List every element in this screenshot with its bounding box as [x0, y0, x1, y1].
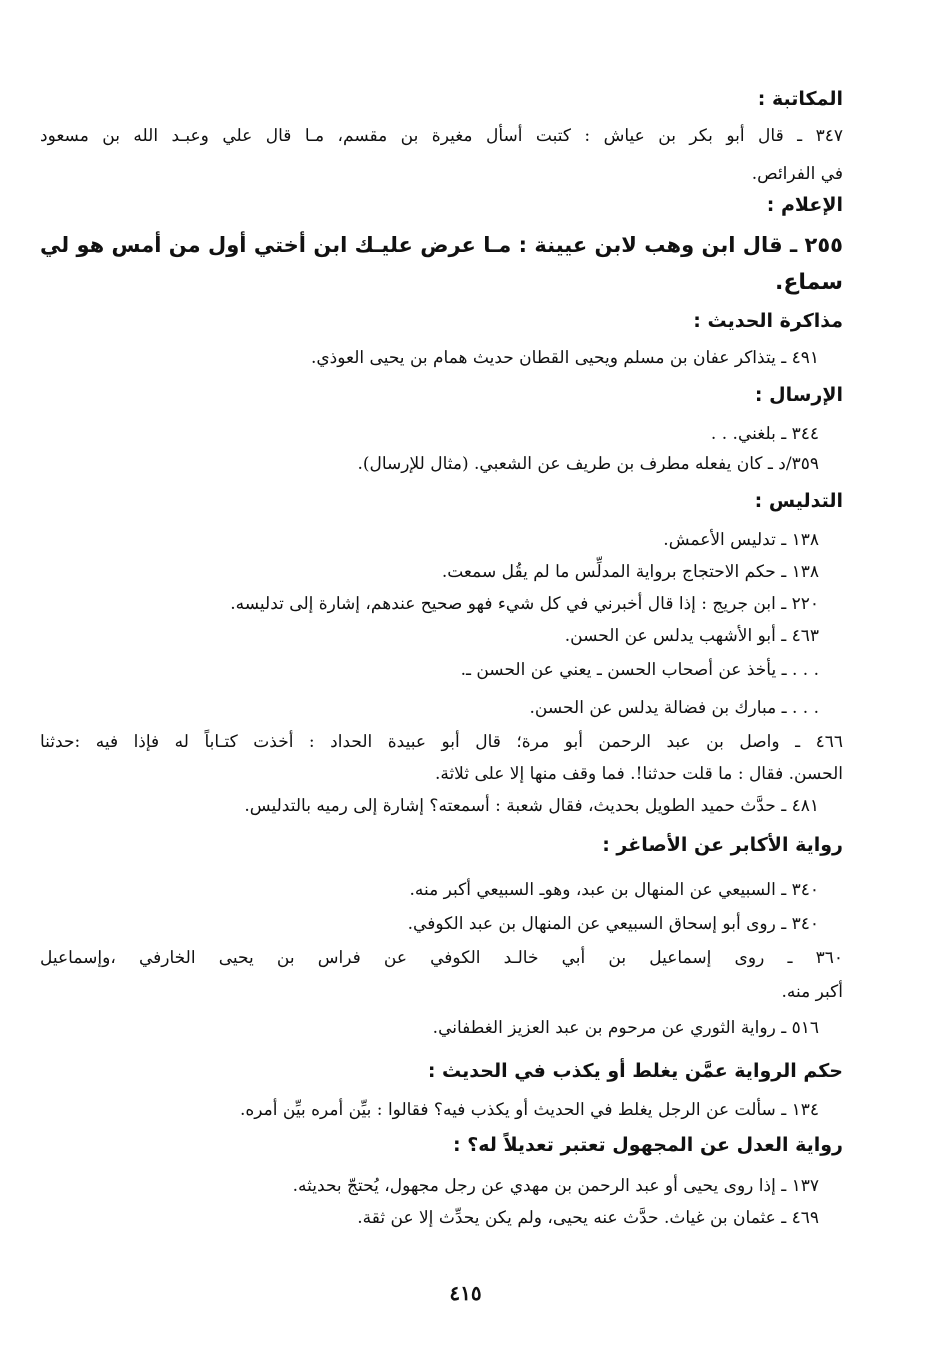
entry-line: ٤٩١ ـ يتذاكر عفان بن مسلم ويحيى القطان حديث همام بن يحيى العوذي. — [310, 348, 819, 368]
entry-line: ٢٢٠ ـ ابن جريج : إذا قال أخبرني في كل شيء فهو صحيح عندهم، إشارة إلى تدليسه. — [230, 594, 819, 614]
page-number: ٤١٥ — [449, 1281, 482, 1305]
heading-ilam: الإعلام : — [766, 194, 843, 216]
entry-line: ٤٨١ ـ حدَّث حميد الطويل بحديث، فقال شعبة : أسمعته؟ إشارة إلى رميه بالتدليس. — [244, 796, 819, 816]
entry-line: ٤٦٣ ـ أبو الأشهب يدلس عن الحسن. — [564, 626, 819, 646]
heading-mukataba: المكاتبة : — [757, 88, 843, 110]
entry-line: في الفرائص. — [751, 164, 843, 184]
entry-line: ١٣٤ ـ سألت عن الرجل يغلط في الحديث أو يكذب فيه؟ فقالوا : بيِّن أمره بيِّن أمره. — [239, 1100, 819, 1120]
entry-line: ٣٤٠ ـ السبيعي عن المنهال بن عبد، وهوـ السبيعي أكبر منه. — [409, 880, 819, 900]
entry-line: ١٣٧ ـ إذا روى يحيى أو عبد الرحمن بن مهدي عن رجل مجهول، يُحتجّ بحديثه. — [292, 1176, 819, 1196]
heading-mudhakara: مذاكرة الحديث : — [693, 310, 843, 332]
entry-line: ٤٦٦ ـ واصل بن عبد الرحمن أبو مرة؛ قال أبو عبيدة الحداد : أخذت كتـاباً له فإذا فيه :حدثنا — [40, 732, 843, 752]
heading-irsal: الإرسال : — [754, 384, 843, 406]
entry-line: ٣٤٠ ـ روى أبو إسحاق السبيعي عن المنهال بن عبد الكوفي. — [407, 914, 819, 934]
entry-line: أكبر منه. — [781, 982, 843, 1002]
entry-line: ٥١٦ ـ رواية الثوري عن مرحوم بن عبد العزيز الغطفاني. — [432, 1018, 819, 1038]
entry-line: ٣٥٩/د ـ كان يفعله مطرف بن طريف عن الشعبي. (مثال للإرسال). — [357, 454, 819, 474]
entry-line: ٤٦٩ ـ عثمان بن غياث. حدَّث عنه يحيى، ولم يكن يحدِّث إلا عن ثقة. — [357, 1208, 819, 1228]
entry-line: ١٣٨ ـ حكم الاحتجاج برواية المدلِّس ما لم يقُل سمعت. — [441, 562, 819, 582]
entry-line-large: ٢٥٥ ـ قال ابن وهب لابن عيينة : مـا عرض عليـك ابن أختي أول من أمس هو لي — [40, 233, 843, 257]
entry-line: ١٣٨ ـ تدليس الأعمش. — [663, 530, 819, 550]
heading-tadlis: التدليس : — [754, 490, 843, 512]
entry-line: ٣٦٠ ـ روى إسماعيل بن أبي خالـد الكوفي عن فراس بن يحيى الخارفي ،وإسماعيل — [40, 948, 843, 968]
heading-akabir: رواية الأكابر عن الأصاغر : — [602, 834, 843, 856]
entry-line: . . . ـ مبارك بن فضالة يدلس عن الحسن. — [529, 698, 819, 718]
entry-line-large: سماع. — [774, 270, 843, 295]
entry-line: الحسن. فقال : ما قلت حدثنا!. فما وقف منها إلا على ثلاثة. — [434, 764, 843, 784]
heading-adl: رواية العدل عن المجهول تعتبر تعديلاً له؟ : — [452, 1134, 843, 1156]
entry-line: ٣٤٧ ـ قال أبو بكر بن عياش : كتبت أسأل مغيرة بن مقسم، مـا قال علي وعبـد الله بن مسعود — [40, 126, 843, 146]
entry-line: . . . ـ يأخذ عن أصحاب الحسن ـ يعني عن الحسن ـ. — [460, 660, 819, 680]
heading-hukm: حكم الرواية عمَّن يغلط أو يكذب في الحديث : — [427, 1060, 843, 1082]
entry-line: ٣٤٤ ـ بلغني. . . — [710, 424, 819, 444]
